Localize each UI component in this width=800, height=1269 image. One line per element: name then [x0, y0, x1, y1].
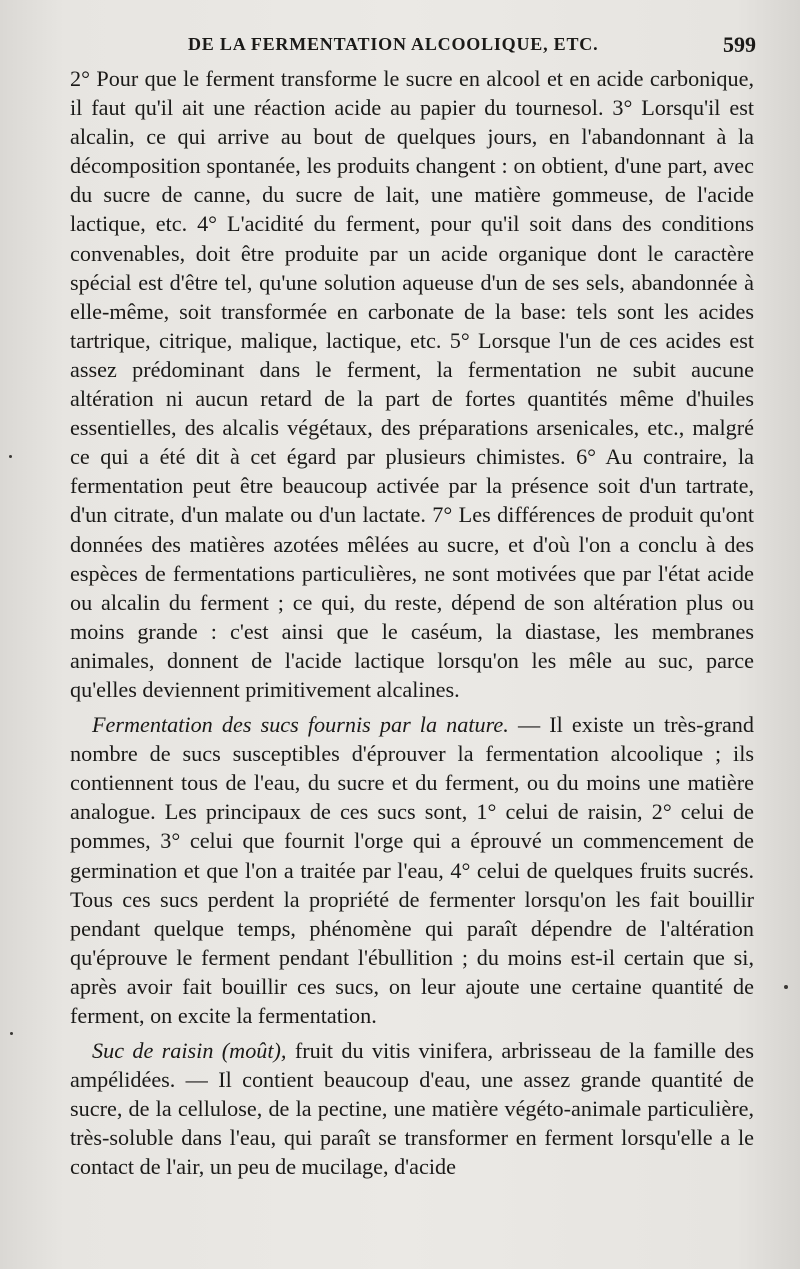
page-body: [70, 64, 754, 1182]
paragraph-text: 2° Pour que le ferment transforme le sucre en alcool et en acide carbonique, il faut qu'il ait une réaction acide au papier du tournesol. 3° Lorsqu'il est alcalin, ce qui arrive au bout de quelques jours, en l'abandonnant à la décomposition spontanée, les produits changent : on obtient, d'une part, avec du sucre de canne, du sucre de lait, une matière gommeuse, de l'acide lactique, etc. 4° L'acidité du ferment, pour qu'il soit dans des conditions convenables, doit être produite par un acide organique dont le caractère spécial est d'être tel, qu'une solution aqueuse d'un de ses sels, abandonnée à elle-même, soit transformée en carbonate de la base: tels sont les acides tartrique, citrique, malique, lactique, etc. 5° Lorsque l'un de ces acides est assez prédominant dans le ferment, la fermentation ne subit aucune altération ni aucun retard de la part de fortes quantités même d'huiles essentielles, des alcalis végétaux, des préparations arsenicales, etc., malgré ce qui a été dit à cet égard par plusieurs chimistes. 6° Au contraire, la fermentation peut être beaucoup activée par la présence soit d'un tartrate, d'un citrate, d'un malate ou d'un lactate. 7° Les différences de produit qu'ont données des matières azotées mêlées au sucre, et d'où l'on a conclu à des espèces de fermentations particulières, ne sont motivées que par l'état acide ou alcalin du ferment ; ce qui, du reste, dépend de son altération plus ou moins grande : c'est ainsi que le caséum, la diastase, les membranes animales, donnent de l'acide lactique lorsqu'on les mêle au suc, parce qu'elles deviennent primitivement alcalines.: [70, 66, 754, 702]
margin-speck: [10, 1032, 13, 1035]
margin-speck: [9, 455, 12, 458]
paragraph-heading: Suc de raisin (moût),: [92, 1038, 287, 1064]
paragraph-text: fruit du vitis vinifera, arbrisseau de la famille des ampélidées. — Il contient beaucoup d'eau, une assez grande quantité de sucre, de la cellulose, de la pectine, une matière végéto-animale particulière, très-soluble dans l'eau, qui paraît se transformer en ferment lorsqu'elle a le contact de l'air, un peu de mucilage, d'acide: [70, 1038, 754, 1180]
paragraph-fermentation-conditions: [70, 64, 754, 704]
running-head: DE LA FERMENTATION ALCOOLIQUE, ETC.: [188, 34, 599, 54]
page-number: 599: [723, 32, 756, 57]
paragraph-text: — Il existe un très-grand nombre de sucs susceptibles d'éprouver la fermentation alcoolique ; ils contiennent tous de l'eau, du sucre et du ferment, ou du moins une matière analogue. Les principaux de ces sucs sont, 1° celui de raisin, 2° celui de pommes, 3° celui que fournit l'orge qui a éprouvé un commencement de germination et que l'on a traitée par l'eau, 4° celui de quelques fruits sucrés. Tous ces sucs perdent la propriété de fermenter lorsqu'on les fait bouillir pendant quelque temps, phénomène qui paraît dépendre de l'altération qu'éprouve le ferment pendant l'ébullition ; du moins est-il certain que si, après avoir fait bouillir ces sucs, on leur ajoute une certaine quantité de ferment, on excite la fermentation.: [70, 712, 754, 1028]
page-header: [70, 34, 756, 62]
paragraph-grape-juice: [70, 1036, 754, 1181]
paragraph-heading: Fermentation des sucs fournis par la nature.: [92, 712, 509, 738]
paragraph-natural-juices: [70, 710, 754, 1030]
margin-speck: [784, 985, 788, 989]
